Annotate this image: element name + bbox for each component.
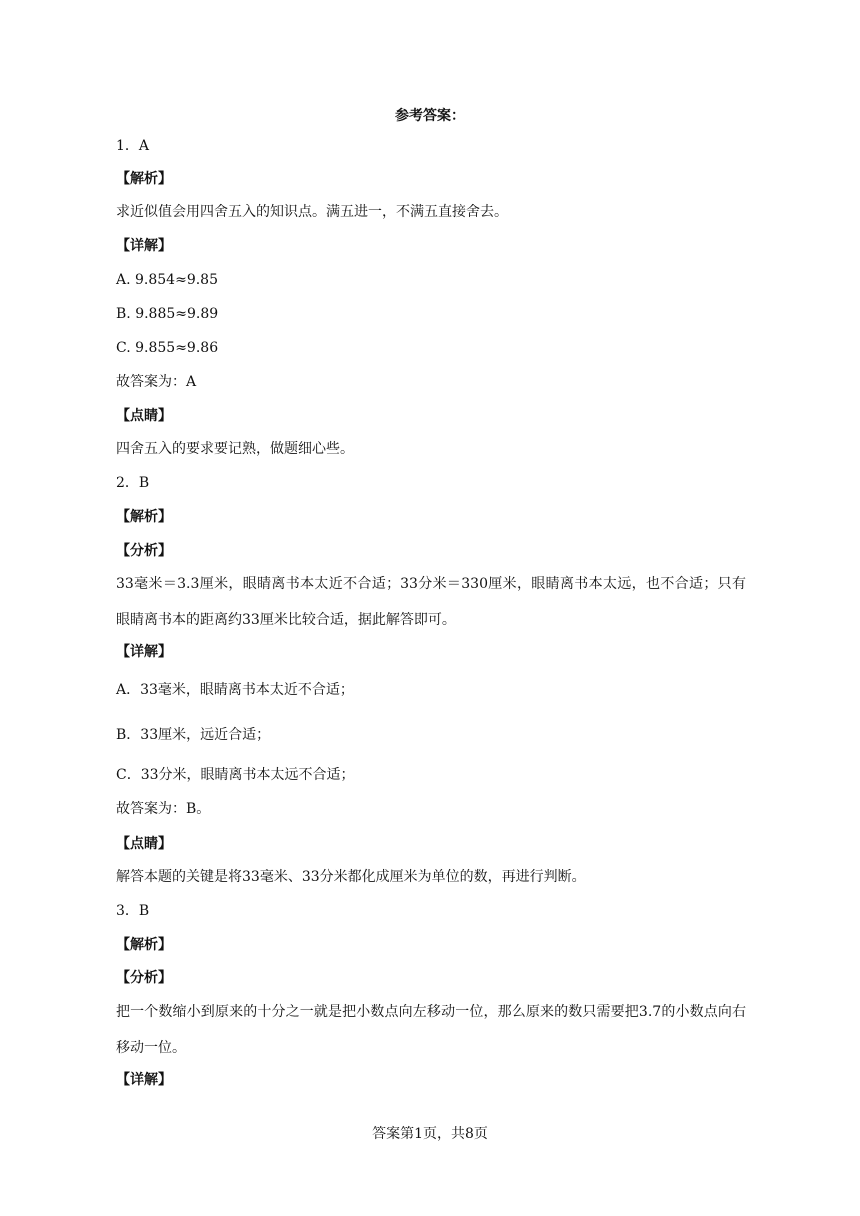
q2-fenxi-label: 【分析】 [116, 543, 172, 559]
q1-comment-text: 四舍五入的要求要记熟，做题细心些。 [116, 441, 354, 457]
q2-option-b: B．33厘米，远近合适； [116, 727, 271, 743]
q2-comment-text: 解答本题的关键是将33毫米、33分米都化成厘米为单位的数，再进行判断。 [116, 869, 586, 885]
q3-detail-label: 【详解】 [116, 1072, 172, 1088]
q2-fenxi-text: 33毫米＝3.3厘米，眼睛离书本太近不合适；33分米＝330厘米，眼睛离书本太远，也不合适；只有眼睛离书本的距离约33厘米比较合适，据此解答即可。 [116, 576, 746, 628]
q1-analysis-text: 求近似值会用四舍五入的知识点。满五进一，不满五直接舍去。 [116, 204, 508, 220]
q2-analysis-label: 【解析】 [116, 509, 172, 525]
q1-option-c: C. 9.855≈9.86 [116, 340, 219, 356]
q2-conclusion: 故答案为：B。 [116, 801, 211, 817]
page-title: 参考答案： [395, 108, 465, 124]
q3-analysis-label: 【解析】 [116, 937, 172, 953]
q2-detail-label: 【详解】 [116, 644, 172, 660]
q1-option-b: B. 9.885≈9.89 [116, 306, 219, 322]
q2-option-c: C．33分米，眼睛离书本太远不合适； [116, 767, 355, 783]
q1-answer: 1．A [116, 138, 150, 154]
q3-answer: 3．B [116, 903, 150, 919]
q1-option-a: A. 9.854≈9.85 [116, 272, 218, 288]
page-footer: 答案第1页，共8页 [372, 1126, 488, 1142]
q1-conclusion: 故答案为：A [116, 374, 197, 390]
q1-analysis-label: 【解析】 [116, 171, 172, 187]
q2-option-a: A．33毫米，眼睛离书本太近不合适； [116, 682, 354, 698]
q2-answer: 2．B [116, 475, 150, 491]
q3-fenxi-text: 把一个数缩小到原来的十分之一就是把小数点向左移动一位，那么原来的数只需要把3.7的小数点向右移动一位。 [116, 1004, 746, 1056]
q1-comment-label: 【点睛】 [116, 408, 172, 424]
q3-fenxi-label: 【分析】 [116, 970, 172, 986]
q2-comment-label: 【点睛】 [116, 836, 172, 852]
q1-detail-label: 【详解】 [116, 238, 172, 254]
